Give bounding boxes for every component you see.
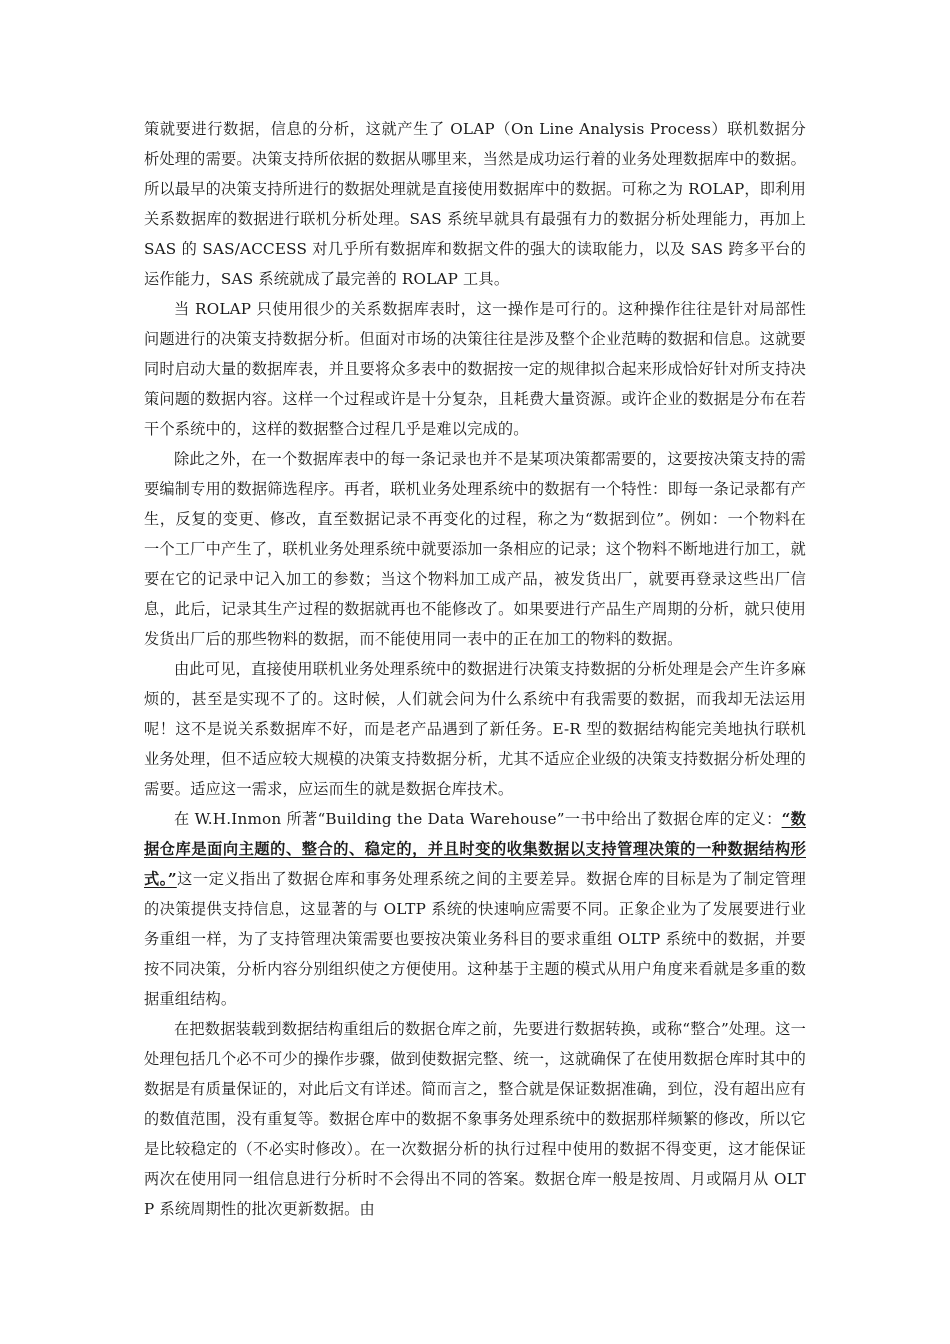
paragraph-inmon-definition bbox=[144, 804, 806, 1014]
definition-explanation-text: 这一定义指出了数据仓库和事务处理系统之间的主要差异。数据仓库的目标是为了制定管理的决策提供支持信息，这显著的与 OLTP 系统的快速响应需要不同。正象企业为了发展要进行业务重组一样，为了支持管理决策需要也要按决策业务科目的要求重组 OLTP 系统中的数据，并要按不同决策，分析内容分别组织使之方便使用。这种基于主题的模式从用户角度来看就是多重的数据重组结构。 bbox=[144, 870, 806, 1008]
paragraph-data-warehouse-origin: 由此可见，直接使用联机业务处理系统中的数据进行决策支持数据的分析处理是会产生许多麻烦的，甚至是实现不了的。这时候，人们就会问为什么系统中有我需要的数据，而我却无法运用呢！这不是说关系数据库不好，而是老产品遇到了新任务。E-R 型的数据结构能完美地执行联机业务处理，但不适应较大规模的决策支持数据分析，尤其不适应企业级的决策支持数据分析处理的需要。适应这一需求，应运而生的就是数据仓库技术。 bbox=[144, 660, 806, 798]
definition-intro-text: 在 W.H.Inmon 所著“Building the Data Warehouse”一书中给出了数据仓库的定义： bbox=[174, 810, 782, 828]
data-warehouse-definition: “数据仓库是面向主题的、整合的、稳定的，并且时变的收集数据以支持管理决策的一种数据结构形式。” bbox=[144, 810, 807, 888]
paragraph-data-in-place: 除此之外，在一个数据库表中的每一条记录也并不是某项决策都需要的，这要按决策支持的需要编制专用的数据筛选程序。再者，联机业务处理系统中的数据有一个特性：即每一条记录都有产生，反复的变更、修改，直至数据记录不再变化的过程，称之为“数据到位”。例如：一个物料在一个工厂中产生了，联机业务处理系统中就要添加一条相应的记录；这个物料不断地进行加工，就要在它的记录中记入加工的参数；当这个物料加工成产品，被发货出厂，就要再登录这些出厂信息，此后，记录其生产过程的数据就再也不能修改了。如果要进行产品生产周期的分析，就只使用发货出厂后的那些物料的数据，而不能使用同一表中的正在加工的物料的数据。 bbox=[144, 450, 806, 648]
document-page bbox=[144, 114, 806, 1224]
paragraph-olap: 策就要进行数据，信息的分析，这就产生了 OLAP（On Line Analysis Process）联机数据分析处理的需要。决策支持所依据的数据从哪里来，当然是成功运行着的业务处理数据库中的数据。所以最早的决策支持所进行的数据处理就是直接使用数据库中的数据。可称之为 ROLAP，即利用关系数据库的数据进行联机分析处理。SAS 系统早就具有最强有力的数据分析处理能力，再加上 SAS 的 SAS/ACCESS 对几乎所有数据库和数据文件的强大的读取能力，以及 SAS 跨多平台的运作能力，SAS 系统就成了最完善的 ROLAP 工具。 bbox=[144, 120, 806, 288]
paragraph-rolap-limits: 当 ROLAP 只使用很少的关系数据库表时，这一操作是可行的。这种操作往往是针对局部性问题进行的决策支持数据分析。但面对市场的决策往往是涉及整个企业范畴的数据和信息。这就要同时启动大量的数据库表，并且要将众多表中的数据按一定的规律拟合起来形成恰好针对所支持决策问题的数据内容。这样一个过程或许是十分复杂，且耗费大量资源。或许企业的数据是分布在若干个系统中的，这样的数据整合过程几乎是难以完成的。 bbox=[144, 300, 806, 438]
paragraph-data-integration: 在把数据装载到数据结构重组后的数据仓库之前，先要进行数据转换，或称“整合”处理。这一处理包括几个必不可少的操作步骤，做到使数据完整、统一，这就确保了在使用数据仓库时其中的数据是有质量保证的，对此后文有详述。简而言之，整合就是保证数据准确，到位，没有超出应有的数值范围，没有重复等。数据仓库中的数据不象事务处理系统中的数据那样频繁的修改，所以它是比较稳定的（不必实时修改）。在一次数据分析的执行过程中使用的数据不得变更，这才能保证两次在使用同一组信息进行分析时不会得出不同的答案。数据仓库一般是按周、月或隔月从 OLTP 系统周期性的批次更新数据。由 bbox=[144, 1020, 806, 1218]
